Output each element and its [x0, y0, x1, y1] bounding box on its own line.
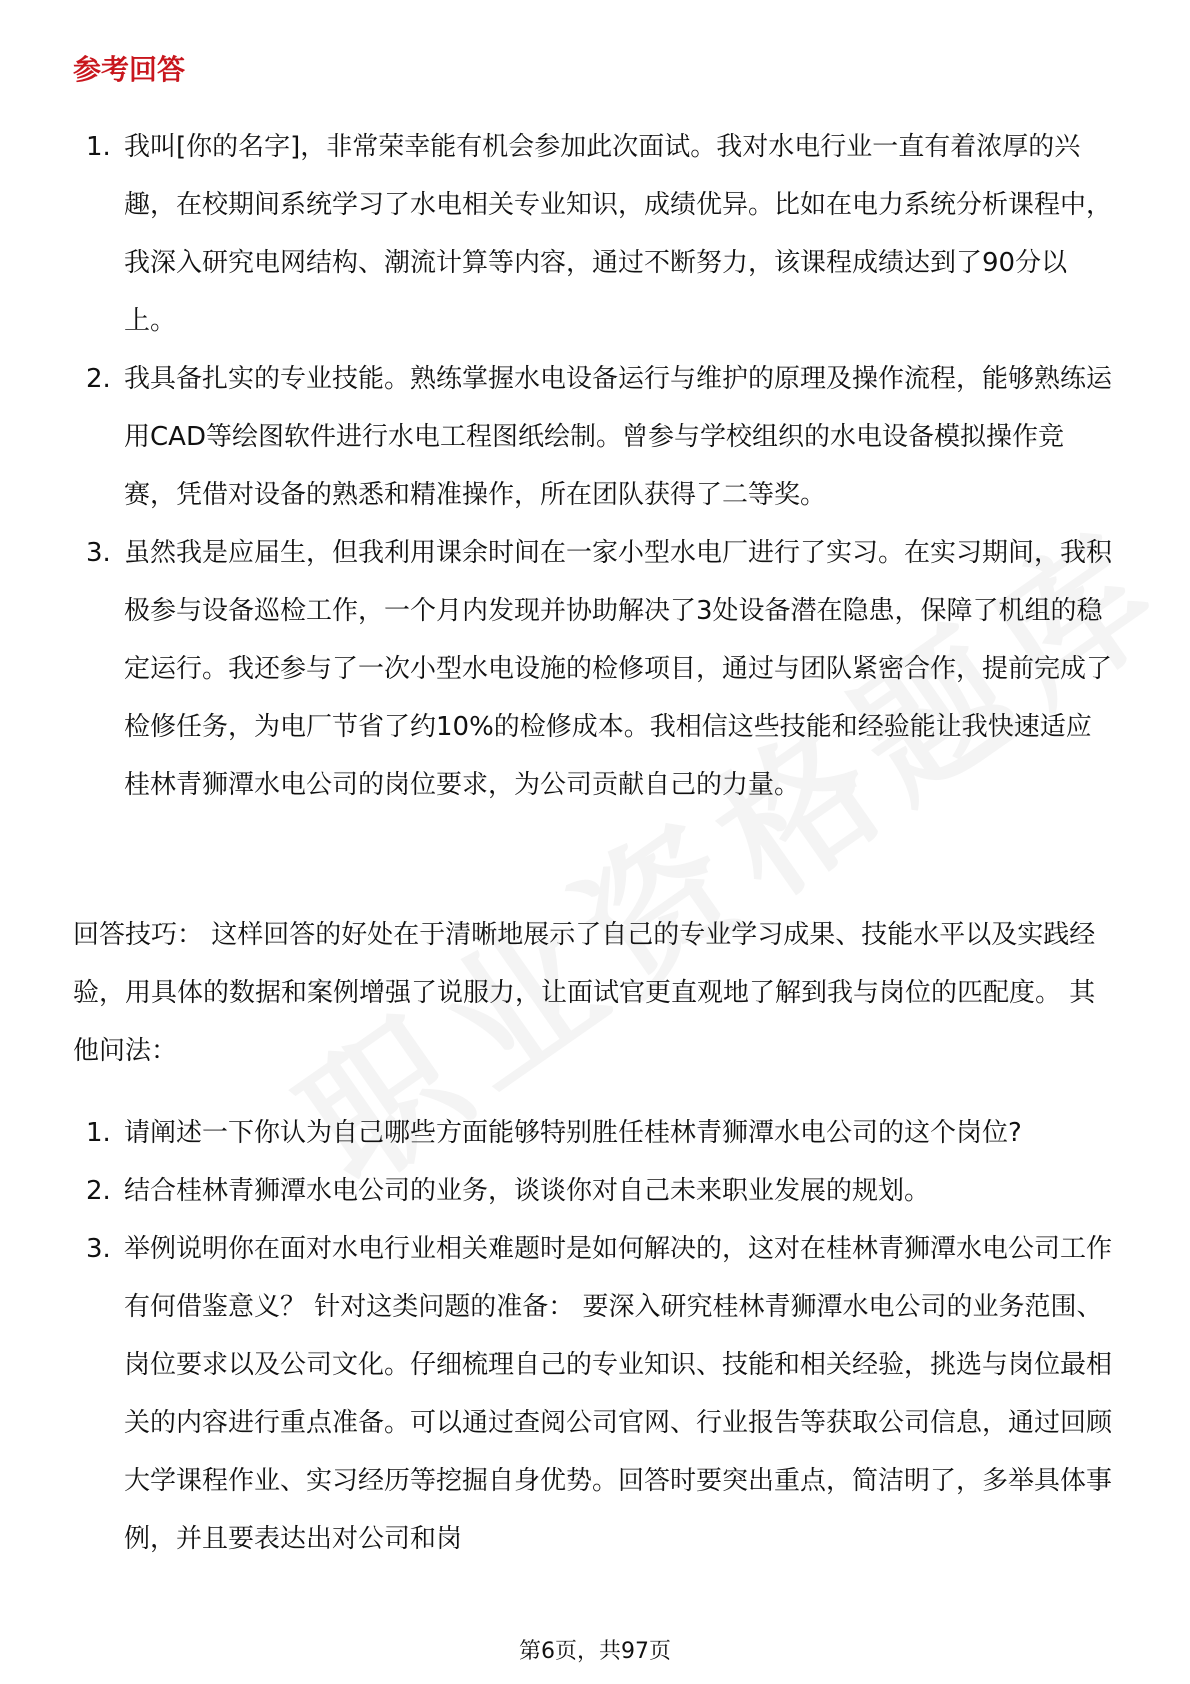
list-item [0, 1220, 1114, 1568]
answer-list [0, 118, 1114, 814]
list-number: 3. [86, 1234, 111, 1264]
section-heading: 参考回答 [73, 53, 186, 86]
list-number: 2. [86, 364, 111, 394]
list-number: 3. [86, 538, 111, 568]
list-item-text: 举例说明你在面对水电行业相关难题时是如何解决的，这对在桂林青狮潭水电公司工作有何借鉴意义？ 针对这类问题的准备： 要深入研究桂林青狮潭水电公司的业务范围、岗位要求以及公司文化。仔细梳理自己的专业知识、技能和相关经验，挑选与岗位最相关的内容进行重点准备。可以通过查阅公司官网、行业报告等获取公司信息，通过回顾大学课程作业、实习经历等挖掘自身优势。回答时要突出重点，简洁明了，多举具体事例，并且要表达出对公司和岗 [124, 1234, 1113, 1554]
list-item [0, 350, 1114, 524]
list-number: 1. [86, 132, 111, 162]
list-item-text: 结合桂林青狮潭水电公司的业务，谈谈你对自己未来职业发展的规划。 [124, 1176, 931, 1206]
list-number: 1. [86, 1118, 111, 1148]
list-number: 2. [86, 1176, 111, 1206]
list-item [0, 1104, 1114, 1162]
list-item-text: 虽然我是应届生，但我利用课余时间在一家小型水电厂进行了实习。在实习期间，我积极参与设备巡检工作，一个月内发现并协助解决了3处设备潜在隐患，保障了机组的稳定运行。我还参与了一次小型水电设施的检修项目，通过与团队紧密合作，提前完成了检修任务，为电厂节省了约10%的检修成本。我相信这些技能和经验能让我快速适应桂林青狮潭水电公司的岗位要求，为公司贡献自己的力量。 [124, 538, 1113, 800]
answer-tips-paragraph: 回答技巧： 这样回答的好处在于清晰地展示了自己的专业学习成果、技能水平以及实践经验，用具体的数据和案例增强了说服力，让面试官更直观地了解到我与岗位的匹配度。 其他问法： [73, 920, 1096, 1066]
list-item-text: 我叫[你的名字]，非常荣幸能有机会参加此次面试。我对水电行业一直有着浓厚的兴趣，在校期间系统学习了水电相关专业知识，成绩优异。比如在电力系统分析课程中，我深入研究电网结构、潮流计算等内容，通过不断努力，该课程成绩达到了90分以上。 [124, 132, 1113, 336]
question-list [0, 1104, 1114, 1568]
list-item [0, 524, 1114, 814]
list-item [0, 118, 1114, 350]
list-item [0, 1162, 1114, 1220]
list-item-text: 请阐述一下你认为自己哪些方面能够特别胜任桂林青狮潭水电公司的这个岗位? [124, 1118, 1022, 1148]
page-number-footer: 第6页，共97页 [519, 1639, 671, 1664]
list-item-text: 我具备扎实的专业技能。熟练掌握水电设备运行与维护的原理及操作流程，能够熟练运用CAD等绘图软件进行水电工程图纸绘制。曾参与学校组织的水电设备模拟操作竞赛，凭借对设备的熟悉和精准操作，所在团队获得了二等奖。 [124, 364, 1113, 510]
